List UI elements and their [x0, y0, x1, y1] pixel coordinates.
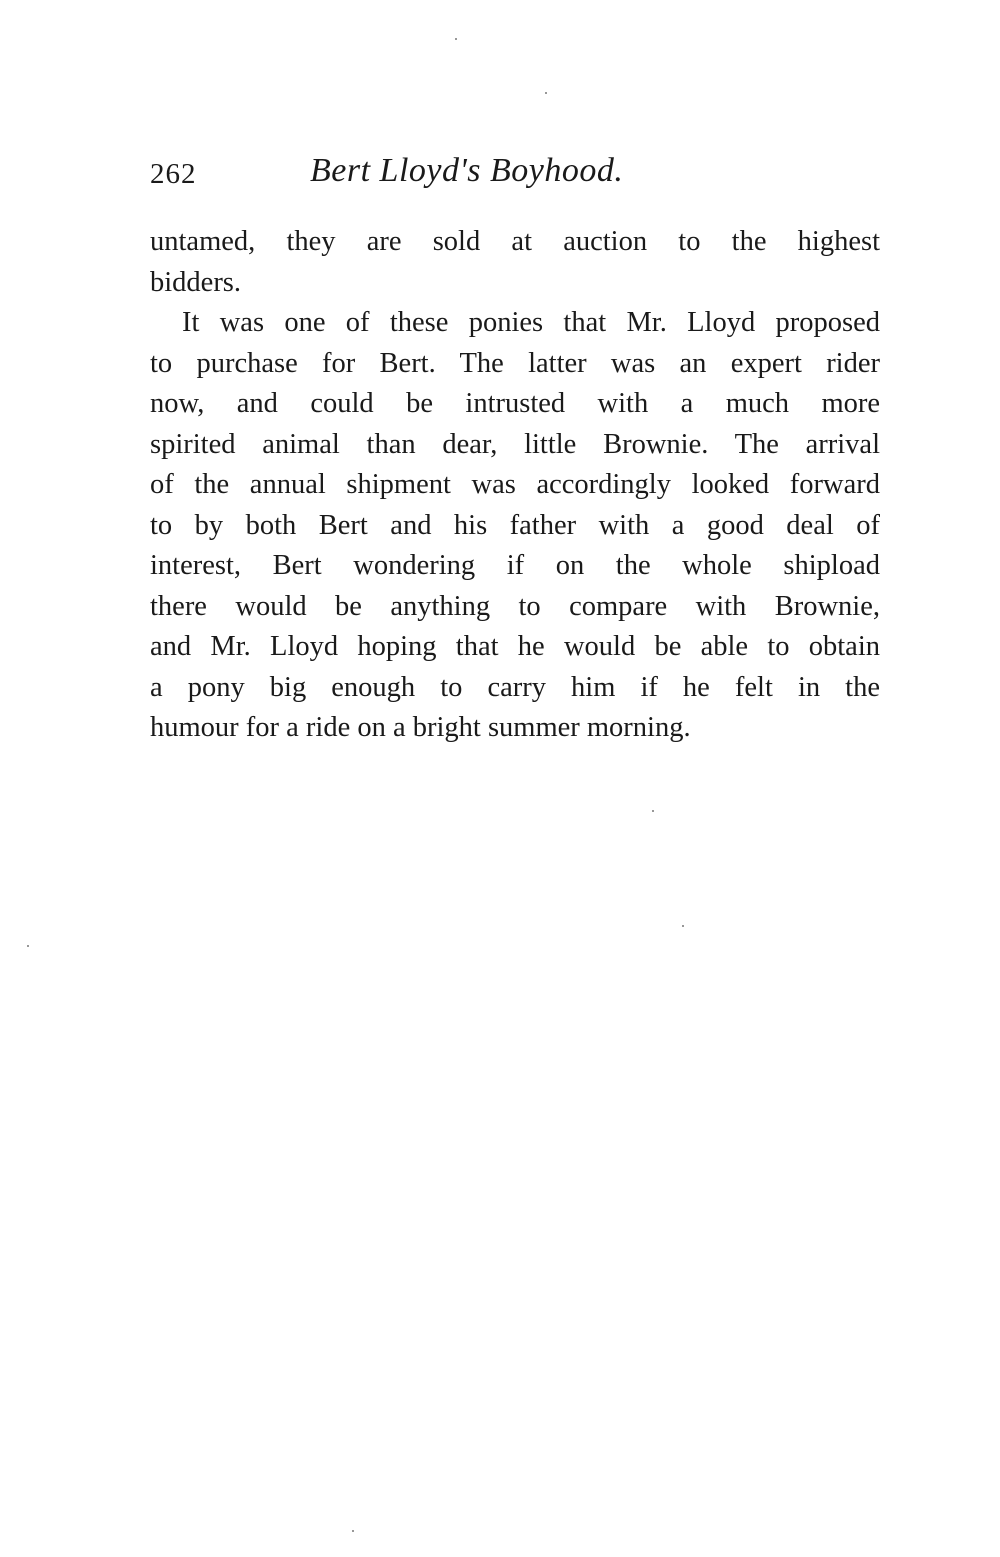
- text-line: interest, Bert wondering if on the whole shipload: [150, 550, 880, 581]
- scan-speck: [455, 38, 457, 40]
- running-title: Bert Lloyd's Boyhood.: [310, 152, 624, 189]
- text-line: to purchase for Bert. The latter was an expert rider: [150, 347, 880, 379]
- text-line: spirited animal than dear, little Brownie. The arrival: [150, 428, 880, 460]
- paragraph: [150, 222, 880, 303]
- paragraph: [150, 303, 880, 749]
- text-line: to by both Bert and his father with a good deal of: [150, 509, 880, 541]
- text-line: and Mr. Lloyd hoping that he would be able to obtain: [150, 631, 880, 662]
- scan-speck: [652, 810, 654, 812]
- text-line: bidders.: [150, 266, 242, 298]
- scan-speck: [352, 1530, 354, 1532]
- body-text: [150, 222, 880, 749]
- text-line: there would be anything to compare with Brownie,: [150, 590, 880, 622]
- text-line: untamed, they are sold at auction to the highest: [150, 226, 880, 257]
- text-line: humour for a ride on a bright summer morning.: [150, 712, 691, 743]
- text-line: now, and could be intrusted with a much more: [150, 388, 880, 419]
- text-line: It was one of these ponies that Mr. Lloyd proposed: [182, 307, 880, 338]
- text-line: a pony big enough to carry him if he felt in the: [150, 671, 880, 703]
- page-number: 262: [150, 158, 197, 190]
- running-head: [150, 152, 880, 202]
- scan-speck: [545, 92, 547, 94]
- text-line: of the annual shipment was accordingly looked forward: [150, 469, 880, 500]
- scan-speck: [27, 945, 29, 947]
- scan-speck: [682, 925, 684, 927]
